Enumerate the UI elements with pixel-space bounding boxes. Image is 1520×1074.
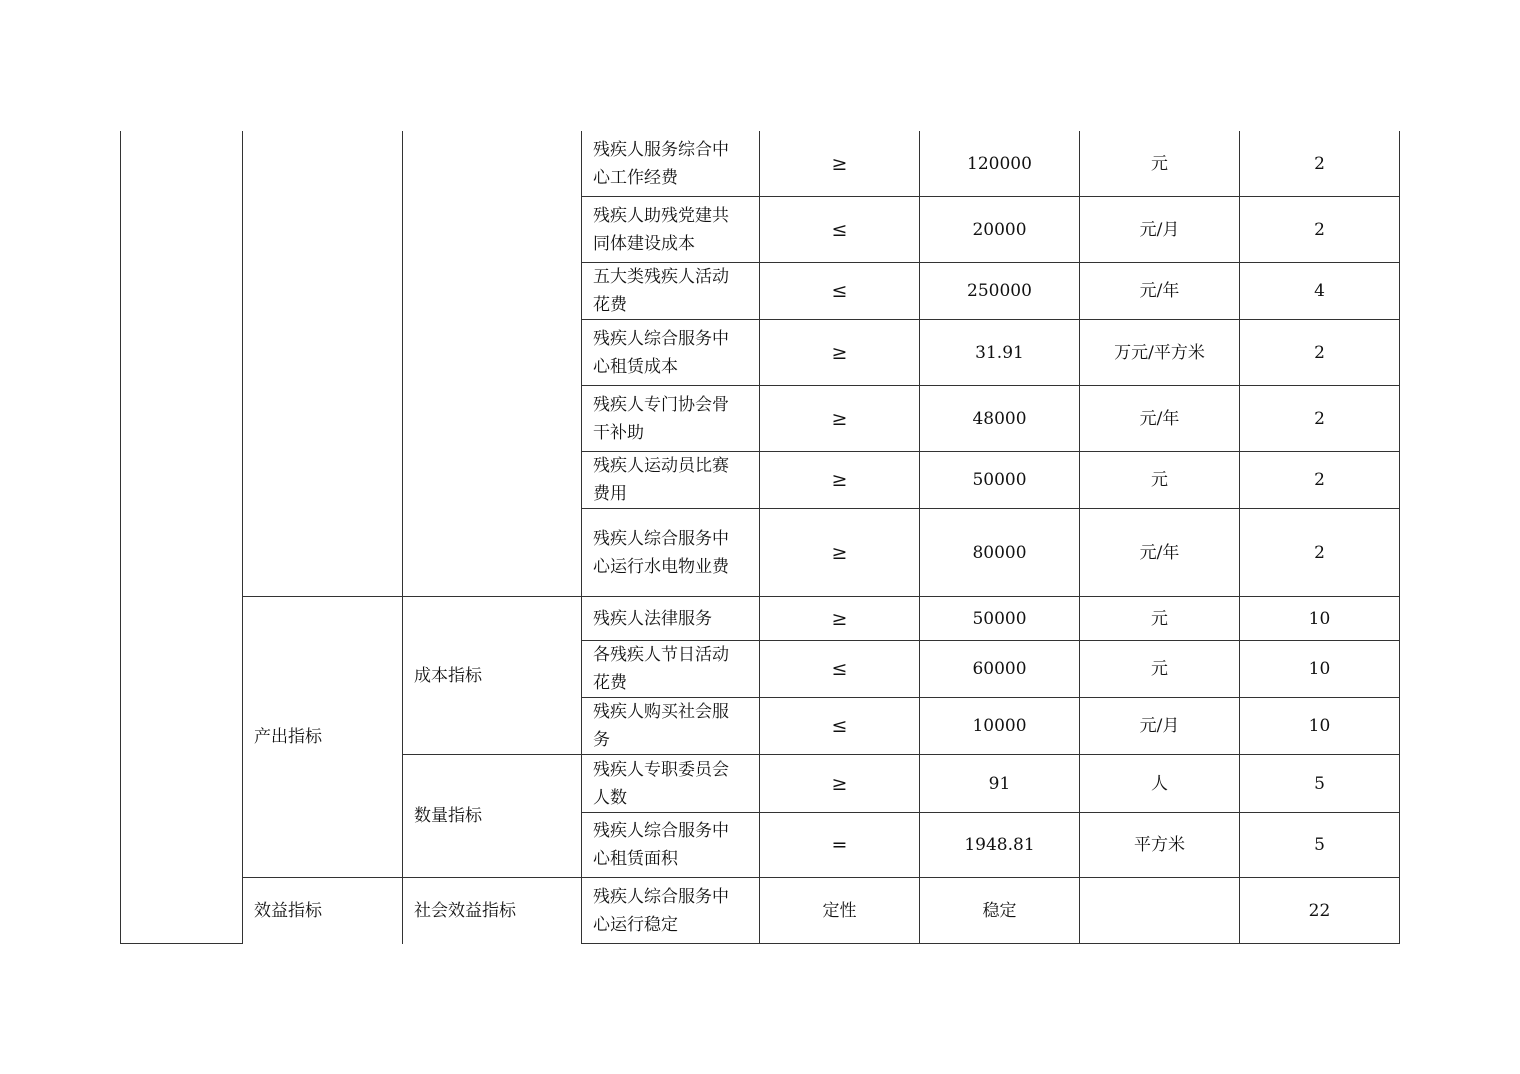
score-cell: 10 [1308,608,1331,629]
indicator-name-cell: 残疾人综合服务中 心租赁面积 [593,821,729,869]
unit-cell: 元 [1151,470,1168,490]
unit-cell: 元 [1151,154,1168,174]
score-cell: 2 [1314,470,1325,490]
score-cell: 2 [1314,342,1325,363]
target-value-cell: 20000 [972,219,1027,240]
unit-cell: 元/月 [1139,219,1180,240]
operator-cell: ≤ [831,218,848,241]
operator-cell: ≤ [831,658,848,680]
indicator-name-cell: 残疾人运动员比赛 费用 [593,456,729,504]
score-cell: 5 [1314,835,1325,855]
level1-benefit-indicator: 效益指标 [254,900,322,921]
unit-cell [1080,878,1239,943]
score-cell: 10 [1308,659,1331,679]
target-value-cell: 250000 [967,281,1032,301]
row-border-12 [581,943,1400,944]
target-value-cell: 60000 [972,659,1027,679]
unit-cell: 元/年 [1139,542,1180,563]
operator-cell: ≥ [831,341,848,364]
indicator-name-cell: 残疾人购买社会服 务 [593,702,729,750]
level2-cost-indicator: 成本指标 [414,665,482,686]
level2-social-benefit-indicator: 社会效益指标 [414,900,516,921]
operator-cell: ≥ [831,772,848,795]
target-value-cell: 50000 [972,470,1027,490]
operator-cell: ≥ [831,407,848,430]
indicator-name-cell: 残疾人综合服务中 心租赁成本 [593,328,729,377]
score-cell: 10 [1308,716,1331,736]
score-cell: 2 [1314,542,1325,563]
target-value-cell: 91 [988,773,1011,794]
unit-cell: 元/年 [1139,281,1180,301]
unit-cell: 万元/平方米 [1114,342,1205,363]
target-value-cell: 31.91 [975,342,1024,363]
unit-cell: 人 [1151,773,1168,794]
unit-cell: 元/年 [1139,408,1180,429]
column-border-8 [1399,131,1400,944]
score-cell: 2 [1314,154,1325,174]
unit-cell: 元 [1151,659,1168,679]
operator-cell: ≥ [831,607,848,630]
target-value-cell: 1948.81 [964,835,1035,855]
column-border-0 [120,131,121,944]
operator-cell: ≥ [831,469,848,491]
indicator-name-cell: 残疾人服务综合中 心工作经费 [593,140,729,188]
target-value-cell: 120000 [967,154,1032,174]
level2-quantity-indicator: 数量指标 [414,806,482,826]
operator-cell: ≤ [831,715,848,737]
operator-cell: ≥ [831,541,848,564]
score-cell: 2 [1314,408,1325,429]
target-value-cell: 80000 [972,542,1027,563]
level1-output-indicator: 产出指标 [254,727,322,747]
unit-cell: 平方米 [1134,835,1185,855]
score-cell: 5 [1314,773,1325,794]
target-value-cell: 50000 [972,608,1027,629]
indicator-name-cell: 残疾人综合服务中 心运行水电物业费 [593,528,729,577]
score-cell: 2 [1314,219,1325,240]
operator-cell: = [831,834,848,856]
operator-cell: 定性 [822,900,857,921]
target-value-cell: 稳定 [982,900,1017,921]
indicator-name-cell: 残疾人助残党建共 同体建设成本 [593,205,729,254]
indicator-name-cell: 五大类残疾人活动 花费 [593,267,729,315]
score-cell: 4 [1314,281,1325,301]
indicator-name-cell: 残疾人专职委员会 人数 [593,759,729,808]
target-value-cell: 10000 [972,716,1027,736]
indicator-name-cell: 残疾人专门协会骨 干补助 [593,394,729,443]
bottom-border-first-column [120,943,243,944]
score-cell: 22 [1308,900,1331,921]
unit-cell: 元/月 [1139,716,1180,736]
indicator-name-cell: 残疾人法律服务 [593,608,712,629]
indicator-name-cell: 各残疾人节日活动 花费 [593,645,729,693]
operator-cell: ≤ [831,280,848,302]
operator-cell: ≥ [831,153,848,175]
target-value-cell: 48000 [972,408,1027,429]
unit-cell: 元 [1151,608,1168,629]
indicator-name-cell: 残疾人综合服务中 心运行稳定 [593,886,729,935]
